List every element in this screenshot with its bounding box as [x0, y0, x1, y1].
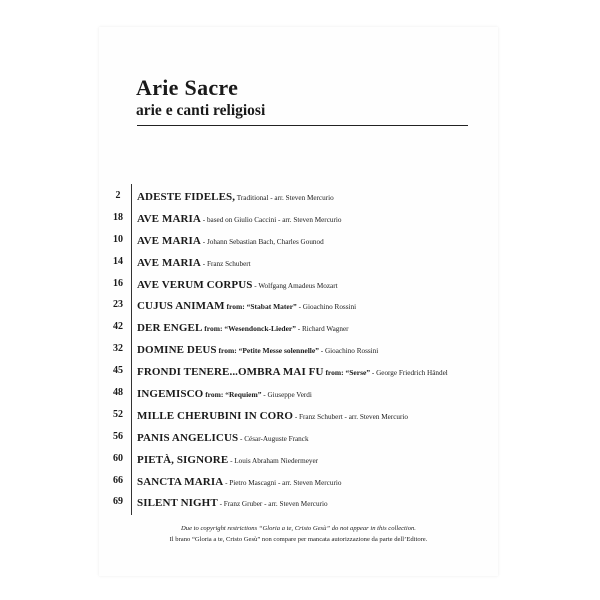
toc-composer: - Johann Sebastian Bach, Charles Gounod: [200, 237, 324, 246]
toc-page-number: 23: [113, 299, 123, 311]
toc-title: FRONDI TENERE...OMBRA MAI FU: [137, 366, 324, 379]
toc-page-number: 60: [113, 452, 123, 464]
page-subtitle: arie e canti religiosi: [136, 102, 266, 119]
title-underline: [137, 125, 468, 126]
toc-entry-text: [137, 452, 318, 468]
toc-entry-text: [137, 233, 324, 249]
toc-from-label: from:: [323, 368, 344, 378]
toc-entry: [99, 230, 498, 252]
toc-composer: - Gioachino Rossini: [318, 347, 379, 356]
toc-entry: [99, 405, 498, 427]
toc-title: PANIS ANGELICUS: [137, 431, 239, 444]
toc-title: SILENT NIGHT: [137, 497, 218, 510]
document-page: [99, 27, 498, 576]
toc-entry-text: [137, 277, 338, 293]
toc-from-label: from:: [216, 346, 237, 356]
toc-composer: - Wolfgang Amadeus Mozart: [252, 281, 338, 290]
toc-title: SANCTA MARIA: [137, 475, 224, 488]
toc-source-work: “Petite Messe solennelle”: [236, 346, 319, 356]
toc-entry-text: [137, 430, 309, 446]
copyright-note-english: Due to copyright restrictions “Gloria a te, Cristo Gesù” do not appear in this collection.: [181, 525, 416, 532]
page-title: Arie Sacre: [136, 75, 239, 100]
toc-page-number: 69: [113, 496, 123, 508]
toc-composer: - César-Auguste Franck: [238, 434, 309, 443]
toc-title: MILLE CHERUBINI IN CORO: [137, 409, 294, 422]
toc-composer: - George Friedrich Händel: [370, 369, 448, 378]
toc-composer: - Giuseppe Verdi: [261, 391, 312, 400]
toc-source-work: “Wesendonck-Lieder”: [222, 324, 296, 334]
toc-page-number: 52: [113, 408, 123, 420]
toc-page-number: 66: [113, 474, 123, 486]
toc-entry: [99, 208, 498, 230]
toc-composer: - Franz Gruber - arr. Steven Mercurio: [217, 500, 328, 509]
toc-title: DOMINE DEUS: [137, 344, 217, 357]
toc-entry: [99, 492, 498, 514]
table-of-contents: [99, 186, 498, 514]
toc-entry: [99, 427, 498, 449]
toc-title: AVE MARIA: [137, 256, 201, 269]
toc-entry-text: [137, 255, 251, 271]
toc-entry-text: [137, 211, 341, 227]
toc-entry-text: [137, 320, 349, 336]
toc-from-label: from:: [202, 324, 223, 334]
toc-title: AVE VERUM CORPUS: [137, 278, 253, 291]
toc-page-number: 42: [113, 321, 123, 333]
toc-composer: - based on Giulio Caccini - arr. Steven Mercurio: [200, 215, 342, 224]
toc-entry: [99, 471, 498, 493]
toc-title: AVE MARIA: [137, 234, 201, 247]
toc-composer: - Franz Schubert: [200, 259, 251, 268]
toc-composer: - Richard Wagner: [296, 325, 349, 334]
toc-entry: [99, 361, 498, 383]
toc-composer: Traditional - arr. Steven Mercurio: [235, 194, 334, 202]
toc-page-number: 14: [113, 255, 123, 267]
toc-page-number: 45: [113, 365, 123, 377]
toc-page-number: 32: [113, 343, 123, 355]
toc-entry-text: [137, 474, 341, 490]
toc-source-work: “Stabat Mater”: [244, 302, 297, 312]
toc-title: AVE MARIA: [137, 212, 201, 225]
toc-entry-text: [137, 495, 328, 511]
toc-entry: [99, 317, 498, 339]
toc-from-label: from:: [224, 302, 245, 312]
toc-composer: - Gioachino Rossini: [296, 303, 357, 312]
toc-source-work: “Serse”: [343, 368, 371, 378]
toc-page-number: 10: [113, 233, 123, 245]
toc-entry-text: [137, 298, 356, 314]
toc-page-number: 18: [113, 211, 123, 223]
toc-from-label: from:: [203, 390, 224, 400]
toc-composer: - Franz Schubert - arr. Steven Mercurio: [293, 412, 408, 421]
toc-entry: [99, 252, 498, 274]
toc-entry: [99, 186, 498, 208]
toc-page-number: 56: [113, 430, 123, 442]
toc-title: DER ENGEL: [137, 322, 203, 335]
toc-entry-text: [137, 386, 312, 402]
toc-entry: [99, 274, 498, 296]
toc-composer: - Louis Abraham Niedermeyer: [228, 456, 319, 465]
toc-source-work: “Requiem”: [223, 390, 262, 400]
toc-entry-text: [137, 342, 378, 358]
toc-entry-text: [137, 364, 448, 380]
toc-page-number: 16: [113, 277, 123, 289]
toc-entry-text: [137, 408, 408, 424]
toc-entry: [99, 295, 498, 317]
toc-title: ADESTE FIDELES,: [137, 191, 236, 203]
toc-title: INGEMISCO: [137, 388, 204, 401]
toc-title: PIETÀ, SIGNORE: [137, 453, 229, 466]
toc-page-number: 48: [113, 387, 123, 399]
toc-entry-text: [137, 189, 334, 205]
toc-title: CUJUS ANIMAM: [137, 300, 225, 313]
toc-entry: [99, 383, 498, 405]
toc-page-number: 2: [115, 190, 121, 201]
toc-composer: - Pietro Mascagni - arr. Steven Mercurio: [223, 478, 342, 487]
toc-entry: [99, 449, 498, 471]
toc-entry: [99, 339, 498, 361]
copyright-note-italian: Il brano “Gloria a te, Cristo Gesù” non compare per mancata autorizzazione da parte dell’Editore.: [169, 536, 428, 543]
